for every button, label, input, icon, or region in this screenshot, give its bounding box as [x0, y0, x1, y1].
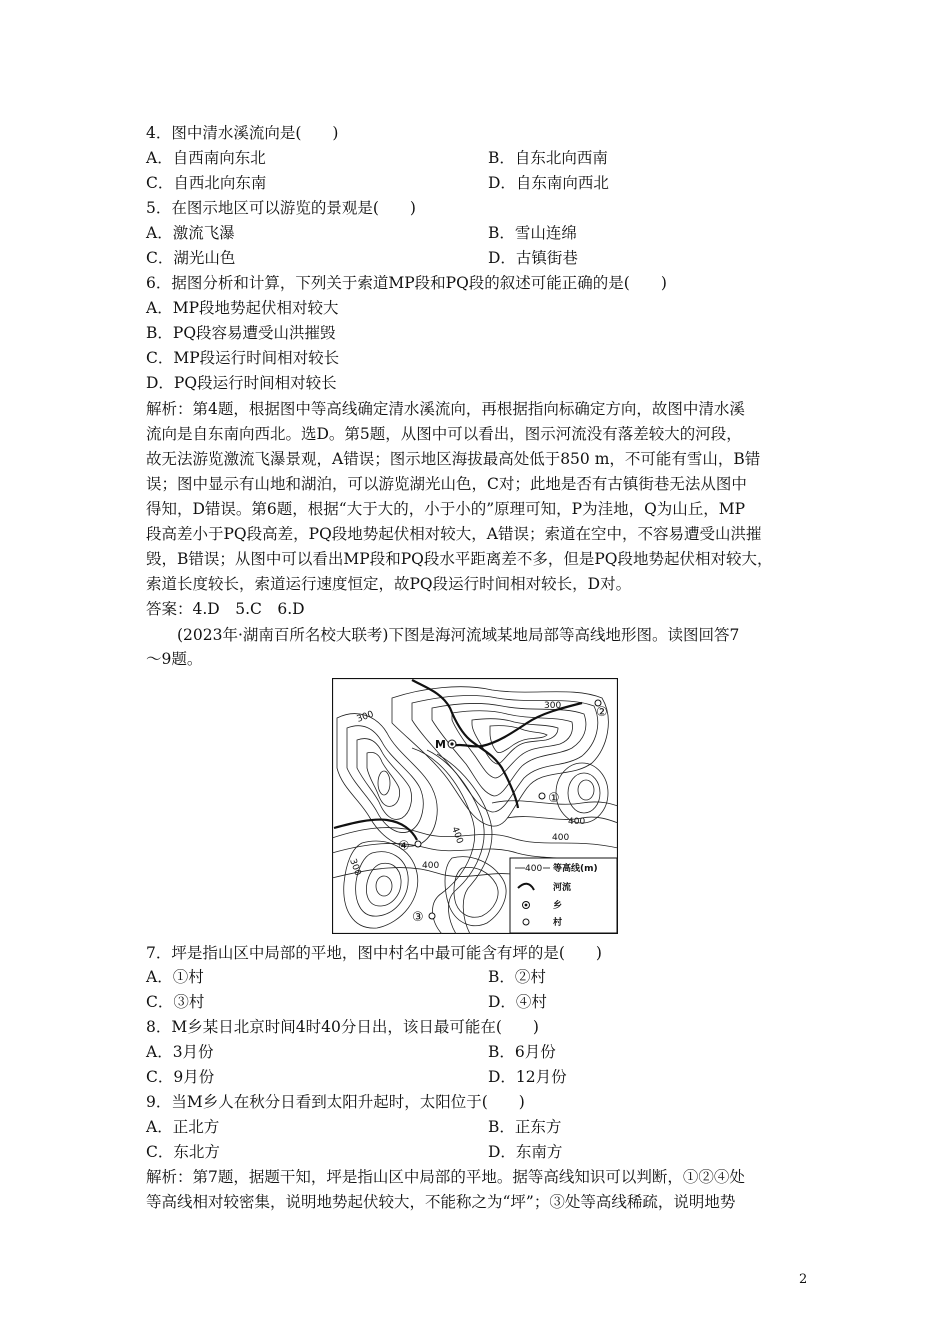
contour-label: 400	[552, 833, 570, 843]
intro-line-1: (2023年·湖南百所名校大联考)下图是海河流域某地局部等高线地形图。读图回答7	[177, 626, 740, 644]
analysis-line: 解析：第7题，据题干知，坪是指山区中局部的平地。据等高线知识可以判断，①②④处	[146, 1168, 745, 1186]
q5-stem: 5．在图示地区可以游览的景观是( )	[146, 199, 416, 217]
contour-label: 300	[355, 709, 376, 725]
legend-township-icon-dot	[525, 904, 528, 907]
q7-option-a: A．①村	[146, 968, 204, 986]
township-icon-dot	[450, 742, 453, 745]
legend-village-icon	[523, 919, 529, 925]
village-icon	[429, 913, 435, 919]
q9-option-a: A．正北方	[146, 1118, 220, 1136]
q4-stem: 4．图中清水溪流向是( )	[146, 124, 339, 142]
q9-option-c: C．东北方	[146, 1143, 220, 1161]
intro-line-2: ～9题。	[146, 650, 203, 668]
q6-option-b: B．PQ段容易遭受山洪摧毁	[146, 324, 336, 342]
q8-option-c: C．9月份	[146, 1068, 215, 1086]
q6-option-a: A．MP段地势起伏相对较大	[146, 299, 339, 317]
legend-village-label: 村	[553, 918, 563, 928]
q7-stem: 7．坪是指山区中局部的平地，图中村名中最可能含有坪的是( )	[146, 944, 602, 962]
q7-option-c: C．③村	[146, 993, 205, 1011]
analysis-line: 索道长度较长，索道运行速度恒定，故PQ段运行时间相对较长，D对。	[146, 575, 632, 593]
contour-label: 400	[568, 817, 586, 827]
contour-label: 300	[347, 857, 363, 878]
legend-township-label: 乡	[553, 901, 563, 911]
analysis-line: 段高差小于PQ段高差，PQ段地势起伏相对较大，A错误；索道在空中，不容易遭受山洪摧	[146, 525, 762, 543]
analysis-line: 等高线相对较密集，说明地势起伏较大，不能称之为“坪”；③处等高线稀疏，说明地势	[146, 1193, 736, 1211]
analysis-line: 误；图中显示有山地和湖泊，可以游览湖光山色，C对；此地是否有古镇街巷无法从图中	[146, 475, 747, 493]
legend-river-label: 河流	[553, 883, 572, 893]
q4-option-a: A．自西南向东北	[146, 149, 266, 167]
q8-option-b: B．6月份	[488, 1043, 556, 1061]
contour-label: 400	[449, 825, 465, 846]
q7-option-b: B．②村	[488, 968, 546, 986]
q8-option-a: A．3月份	[146, 1043, 214, 1061]
contour-label: 300	[544, 701, 562, 711]
analysis-line: 故无法游览激流飞瀑景观，A错误；图示地区海拔最高处低于850 m，不可能有雪山，B错	[146, 450, 761, 468]
village-icon	[539, 793, 545, 799]
q5-option-c: C．湖光山色	[146, 249, 236, 267]
analysis-line: 得知，D错误。第6题，根据“大于大的，小于小的”原理可知，P为洼地，Q为山丘，MP	[146, 500, 746, 518]
analysis-line: 流向是自东南向西北。选D。第5题，从图中可以看出，图示河流没有落差较大的河段，	[146, 425, 742, 443]
q5-option-d: D．古镇街巷	[488, 249, 578, 267]
q4-option-b: B．自东北向西南	[488, 149, 608, 167]
village-icon	[415, 841, 421, 847]
q4-option-c: C．自西北向东南	[146, 174, 267, 192]
page-number: 2	[799, 1272, 808, 1287]
village-2-label: ②	[596, 705, 608, 720]
village-4-label: ④	[398, 839, 410, 854]
map-legend	[510, 858, 617, 933]
answer-4-6: 答案：4.D 5.C 6.D	[146, 600, 305, 618]
legend-contour-sample: 400	[525, 864, 543, 874]
q6-stem: 6．据图分析和计算，下列关于索道MP段和PQ段的叙述可能正确的是( )	[146, 274, 667, 292]
village-3-label: ③	[412, 910, 424, 925]
contour-label: 400	[422, 861, 440, 871]
q8-option-d: D．12月份	[488, 1068, 567, 1086]
q9-option-d: D．东南方	[488, 1143, 563, 1161]
analysis-line: 毁，B错误；从图中可以看出MP段和PQ段水平距离差不多，但是PQ段地势起伏相对较大，	[146, 550, 773, 568]
legend-contour-label: 等高线(m)	[553, 864, 598, 874]
q8-stem: 8．M乡某日北京时间4时40分日出，该日最可能在( )	[146, 1018, 539, 1036]
contour-map	[332, 678, 618, 934]
village-1-label: ①	[548, 791, 560, 806]
township-label: M	[435, 738, 446, 751]
q6-option-c: C．MP段运行时间相对较长	[146, 349, 340, 367]
q9-option-b: B．正东方	[488, 1118, 562, 1136]
q4-option-d: D．自东南向西北	[488, 174, 609, 192]
analysis-line: 解析：第4题，根据图中等高线确定清水溪流向，再根据指向标确定方向，故图中清水溪	[146, 400, 745, 418]
q5-option-b: B．雪山连绵	[488, 224, 577, 242]
q9-stem: 9．当M乡人在秋分日看到太阳升起时，太阳位于( )	[146, 1093, 525, 1111]
q7-option-d: D．④村	[488, 993, 547, 1011]
analysis-7-9	[146, 1165, 818, 1215]
analysis-4-6	[146, 397, 818, 597]
q6-option-d: D．PQ段运行时间相对较长	[146, 374, 337, 392]
q5-option-a: A．激流飞瀑	[146, 224, 235, 242]
